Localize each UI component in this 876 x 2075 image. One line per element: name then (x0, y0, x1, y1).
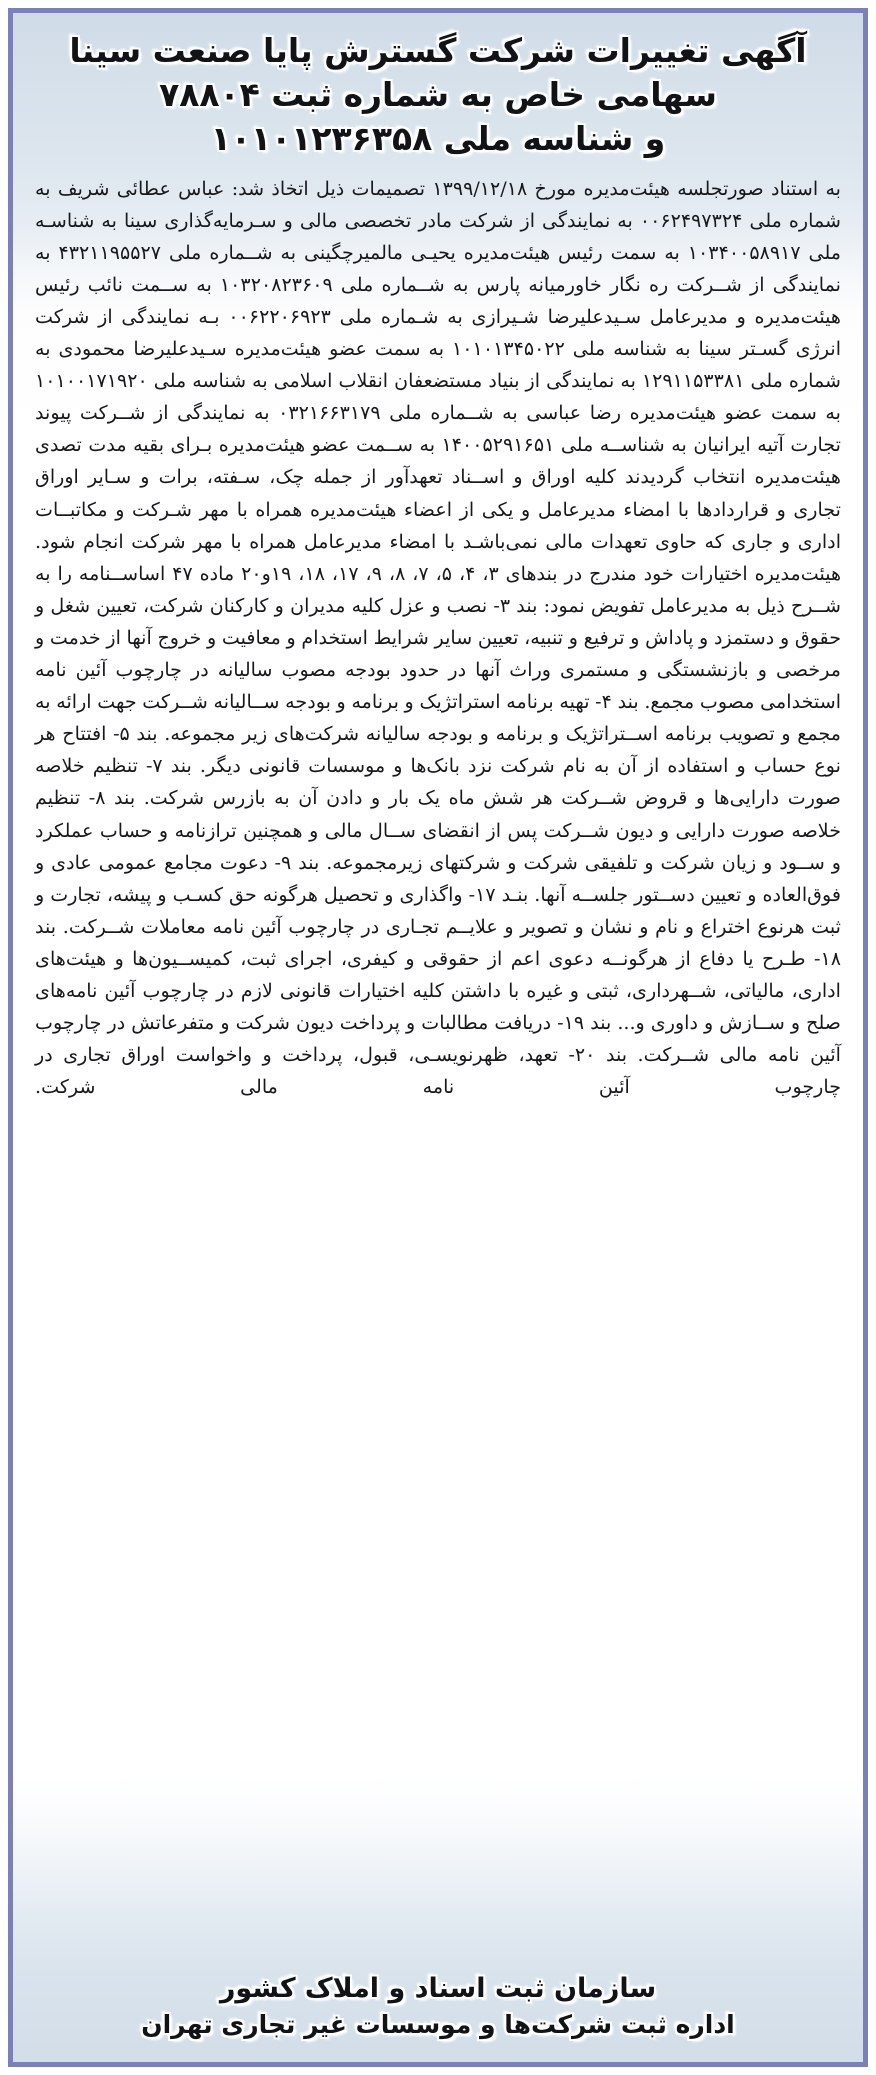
header-title-line-3: و شناسه ملی ۱۰۱۰۱۲۳۶۳۵۸ (210, 118, 666, 158)
footer-organization-name: سازمان ثبت اسناد و املاک کشور (219, 1973, 657, 2005)
footer-department-name: اداره ثبت شرکت‌ها و موسسات غیر تجاری تهران (141, 2009, 735, 2039)
resolution-body-text: به استناد صورتجلسه هیئت‌مدیره مورخ ۱۳۹۹/۱۲/۱۸ تصمیمات ذیل اتخاذ شد: عباس عطائی شریف به شماره ملی ۰۰۶۲۴۹۷۳۲۴ به نمایندگی از شرکت مادر تخصصی مالی و سـرمایه‌گذاری سینا به شناسـه ملی ۱۰۳۴۰۰۵۸۹۱۷ به سمت رئیس هیئت‌مدیره یحیـی مالمیرچگینی به شــماره ملی ۴۳۲۱۱۹۵۵۲۷ به نمایندگی از شــرکت ره نگار خاورمیانه پارس به شــماره ملی ۱۰۳۲۰۸۲۳۶۰۹ به ســمت نائب رئیس هیئت‌مدیره و مدیرعامل سـیدعلیرضا شـیرازی به شـماره ملی ۰۰۶۲۲۰۶۹۲۳ بـه نمایندگی از شرکت انرژی گسـتر سینا به شناسه ملی ۱۰۱۰۱۳۴۵۰۲۲ به سمت عضو هیئت‌مدیره سـیدعلیرضا محمودی به شماره ملی ۱۲۹۱۱۵۳۳۸۱ به نمایندگی از بنیاد مستضعفان انقلاب اسلامی به شناسه ملی ۱۰۱۰۰۱۷۱۹۲۰ به سمت عضو هیئت‌مدیره رضا عباسی به شــماره ملی ۰۳۲۱۶۶۳۱۷۹ به نمایندگی از شــرکت پیوند تجارت آتیه ایرانیان به شناســه ملی ۱۴۰۰۵۲۹۱۶۵۱ به ســمت عضو هیئت‌مدیره بـرای بقیه مدت تصدی هیئت‌مدیره انتخاب گردیدند کلیه اوراق و اســناد تعهدآور از جمله چک، سـفته، برات و سـایر اوراق تجاری و قراردادها با امضاء مدیرعامل و یکی از اعضاء هیئت‌مدیره همراه با مهر شـرکت و مکاتبــات اداری و جاری که حاوی تعهدات مالی نمی‌باشـد با امضاء مدیرعامل همراه با مهر شرکت انجام شود. هیئت‌مدیره اختیارات خود مندرج در بندهای ۳، ۴، ۵، ۷، ۸، ۹، ۱۷، ۱۸، ۱۹و۲۰ ماده ۴۷ اساســنامه را به شــرح ذیل به مدیرعامل تفویض نمود: بند ۳- نصب و عزل کلیه مدیران و کارکنان شرکت، تعیین شغل و حقوق و دستمزد و پاداش و ترفیع و تنبیه، تعیین سایر شرایط استخدام و معافیت و خروج آنها از خدمت و مرخصی و بازنشستگی و مستمری وراث آنها در حدود بودجه مصوب سالیانه در چارچوب آئین نامه استخدامی مصوب مجمع. بند ۴- تهیه برنامه استراتژیک و برنامه و بودجه ســالیانه شــرکت جهت ارائه به مجمع و تصویب برنامه اســتراتژیک و برنامه و بودجه سالیانه شرکت‌های زیر مجموعه. بند ۵- افتتاح هر نوع حساب و استفاده از آن به نام شرکت نزد بانک‌ها و موسسات قانونی دیگر. بند ۷- تنظیم خلاصه صورت دارایی‌ها و قروض شــرکت هر شش ماه یک بار و دادن آن به بازرس شرکت. بند ۸- تنظیم خلاصه صورت دارایی و دیون شــرکت پس از انقضای ســال مالی و همچنین ترازنامه و حساب عملکرد و ســود و زیان شرکت و تلفیقی شرکت و شرکتهای زیرمجموعه. بند ۹- دعوت مجامع عمومی عادی و فوق‌العاده و تعیین دســتور جلســه آنها. بنـد ۱۷- واگذاری و تحصیل هرگونه حق کسـب و پیشه، تجارت و ثبت هرنوع اختراع و نام و نشان و تصویر و علایــم تجـاری در چارچوب آئین نامه معاملات شــرکت. بند ۱۸- طـرح یا دفاع از هرگونــه دعوی اعم از حقوقی و کیفری، اجرای ثبت، کمیســیون‌ها و هیئت‌های اداری، مالیاتی، شــهرداری، ثبتی و غیره با داشتن کلیه اختیارات قانونی لازم در چارچوب آئین نامه‌های صلح و ســازش و داوری و... بند ۱۹- دریافت مطالبات و پرداخت دیون شرکت و متفرعاتش در چارچوب آئین نامه مالی شــرکت. بند ۲۰- تعهد، ظهرنویسـی، قبول، پرداخت و واخواست اوراق تجاری در چارچوب آئین نامه مالی شرکت. (35, 176, 842, 1099)
notice-header (13, 13, 863, 167)
notice-body (13, 167, 863, 1957)
header-title-line-1: آگهی تغییرات شرکت گسترش پایا صنعت سینا (69, 31, 807, 70)
header-title-line-2: سهامی خاص به شماره ثبت ۷۸۸۰۴ (159, 74, 717, 114)
notice-footer (13, 1956, 863, 2062)
notice-frame (8, 8, 868, 2067)
